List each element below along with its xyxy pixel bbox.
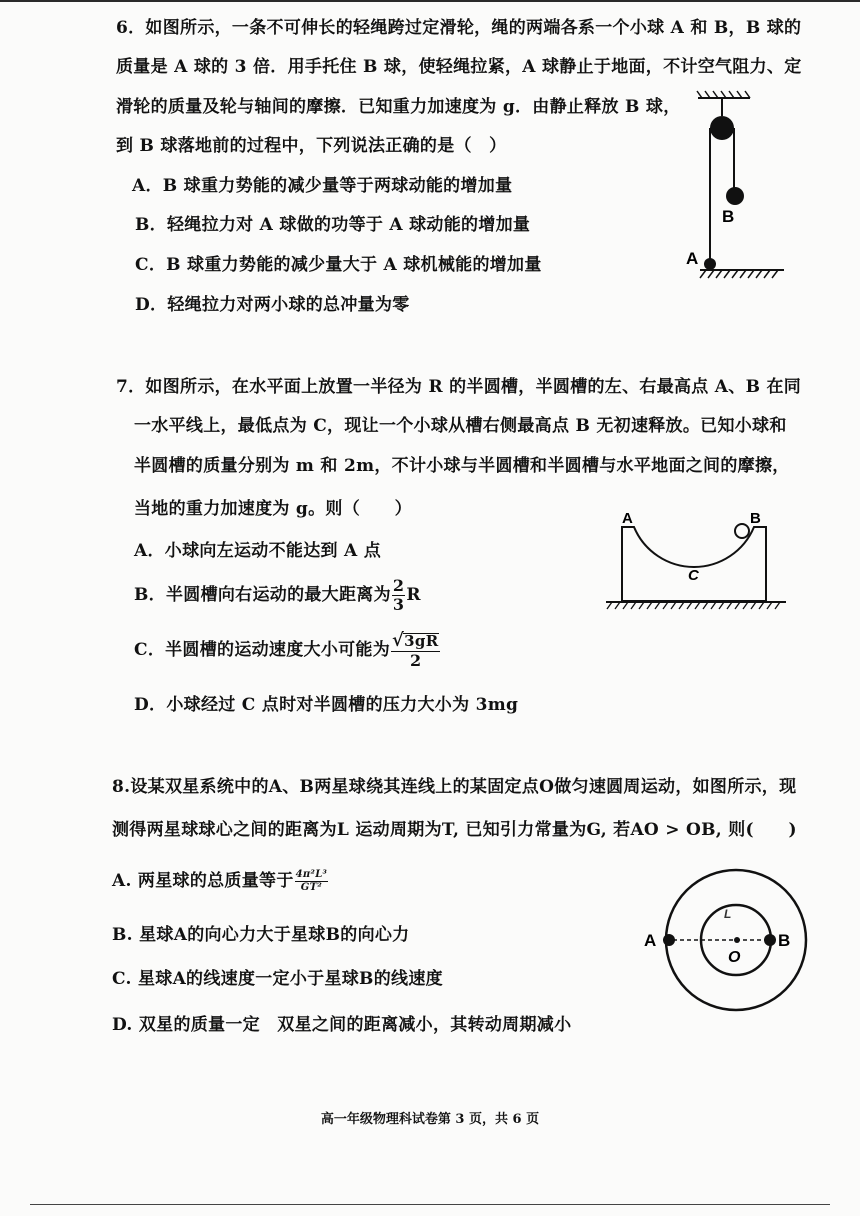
q8-label-a: A [644, 931, 657, 950]
q6-option-c: C．B 球重力势能的减少量大于 A 球机械能的增加量 [135, 255, 542, 275]
q6-option-b: B．轻绳拉力对 A 球做的功等于 A 球动能的增加量 [135, 215, 531, 235]
q7-stem-line-3: 半圆槽的质量分别为 m 和 2m，不计小球与半圆槽和半圆槽与水平地面之间的摩擦， [134, 456, 790, 476]
q6-option-a: A．B 球重力势能的减少量等于两球动能的增加量 [132, 176, 513, 196]
q8-option-a-fraction: $\frac{\text{4π²L³}}{\text{GT²}}$ [295, 869, 328, 893]
q8-option-c: C. 星球A的线速度一定小于星球B的线速度 [112, 969, 443, 989]
page-footer: 高一年级物理科试卷第 3 页，共 6 页 [320, 1112, 540, 1127]
q8-binary-star-figure [640, 860, 820, 1030]
q7-stem-line-4: 当地的重力加速度为 g。则（ ） [134, 499, 412, 519]
top-border [0, 0, 860, 2]
bottom-border [30, 1204, 830, 1205]
q6-label-b: B [722, 207, 735, 226]
q7-label-c: C [688, 567, 699, 584]
q7-semicircle-groove-figure [600, 505, 800, 615]
q7-label-a: A [622, 510, 633, 527]
q6-stem-line-1: 6．如图所示，一条不可伸长的轻绳跨过定滑轮，绳的两端各系一个小球 A 和 B，B 球的 [116, 18, 802, 38]
q7-label-b: B [750, 510, 761, 527]
q6-pulley-figure [680, 88, 800, 288]
q6-stem-line-2: 质量是 A 球的 3 倍．用手托住 B 球，使轻绳拉紧，A 球静止于地面，不计空气阻力、定 [116, 57, 802, 77]
q6-stem-line-3: 滑轮的质量及轮与轴间的摩擦．已知重力加速度为 g．由静止释放 B 球， [116, 97, 681, 117]
q6-label-a: A [686, 249, 699, 268]
q8-option-a: A. 两星球的总质量等于 $\frac{\text{4π²L³}}{\text{GT²}}$ [112, 869, 328, 893]
q8-option-b: B. 星球A的向心力大于星球B的向心力 [112, 925, 410, 945]
q7-stem-line-2: 一水平线上，最低点为 C，现让一个小球从槽右侧最高点 B 无初速释放。已知小球和 [134, 416, 787, 436]
q7-option-a: A．小球向左运动不能达到 A 点 [134, 541, 382, 561]
q7-stem-line-1: 7．如图所示，在水平面上放置一半径为 R 的半圆槽，半圆槽的左、右最高点 A、B 在同 [116, 377, 802, 397]
q8-stem-line-2: 测得两星球球心之间的距离为L 运动周期为T, 已知引力常量为G, 若AO > OB, 则( ) [112, 820, 797, 840]
q7-option-c-fraction: $\frac{√3gR}{2}$ [392, 630, 439, 670]
q8-stem-line-1: 8.设某双星系统中的A、B两星球绕其连线上的某固定点O做匀速圆周运动，如图所示，现 [112, 777, 797, 797]
q8-label-l: L [724, 907, 732, 921]
q8-option-d: D. 双星的质量一定 双星之间的距离减小，其转动周期减小 [112, 1015, 572, 1035]
q7-option-b-fraction: $\frac{2}{3}$ [392, 576, 405, 614]
q7-option-b: B．半圆槽向右运动的最大距离为 $\frac{2}{3}$ R [134, 576, 421, 614]
q8-label-o: O [728, 949, 741, 966]
q7-option-d: D．小球经过 C 点时对半圆槽的压力大小为 3mg [134, 695, 519, 715]
q8-label-b: B [778, 931, 791, 950]
q6-stem-line-4: 到 B 球落地前的过程中，下列说法正确的是（ ） [116, 136, 507, 156]
q6-option-d: D．轻绳拉力对两小球的总冲量为零 [135, 295, 410, 315]
q7-option-c: C．半圆槽的运动速度大小可能为 $\frac{√3gR}{2}$ [134, 630, 439, 670]
